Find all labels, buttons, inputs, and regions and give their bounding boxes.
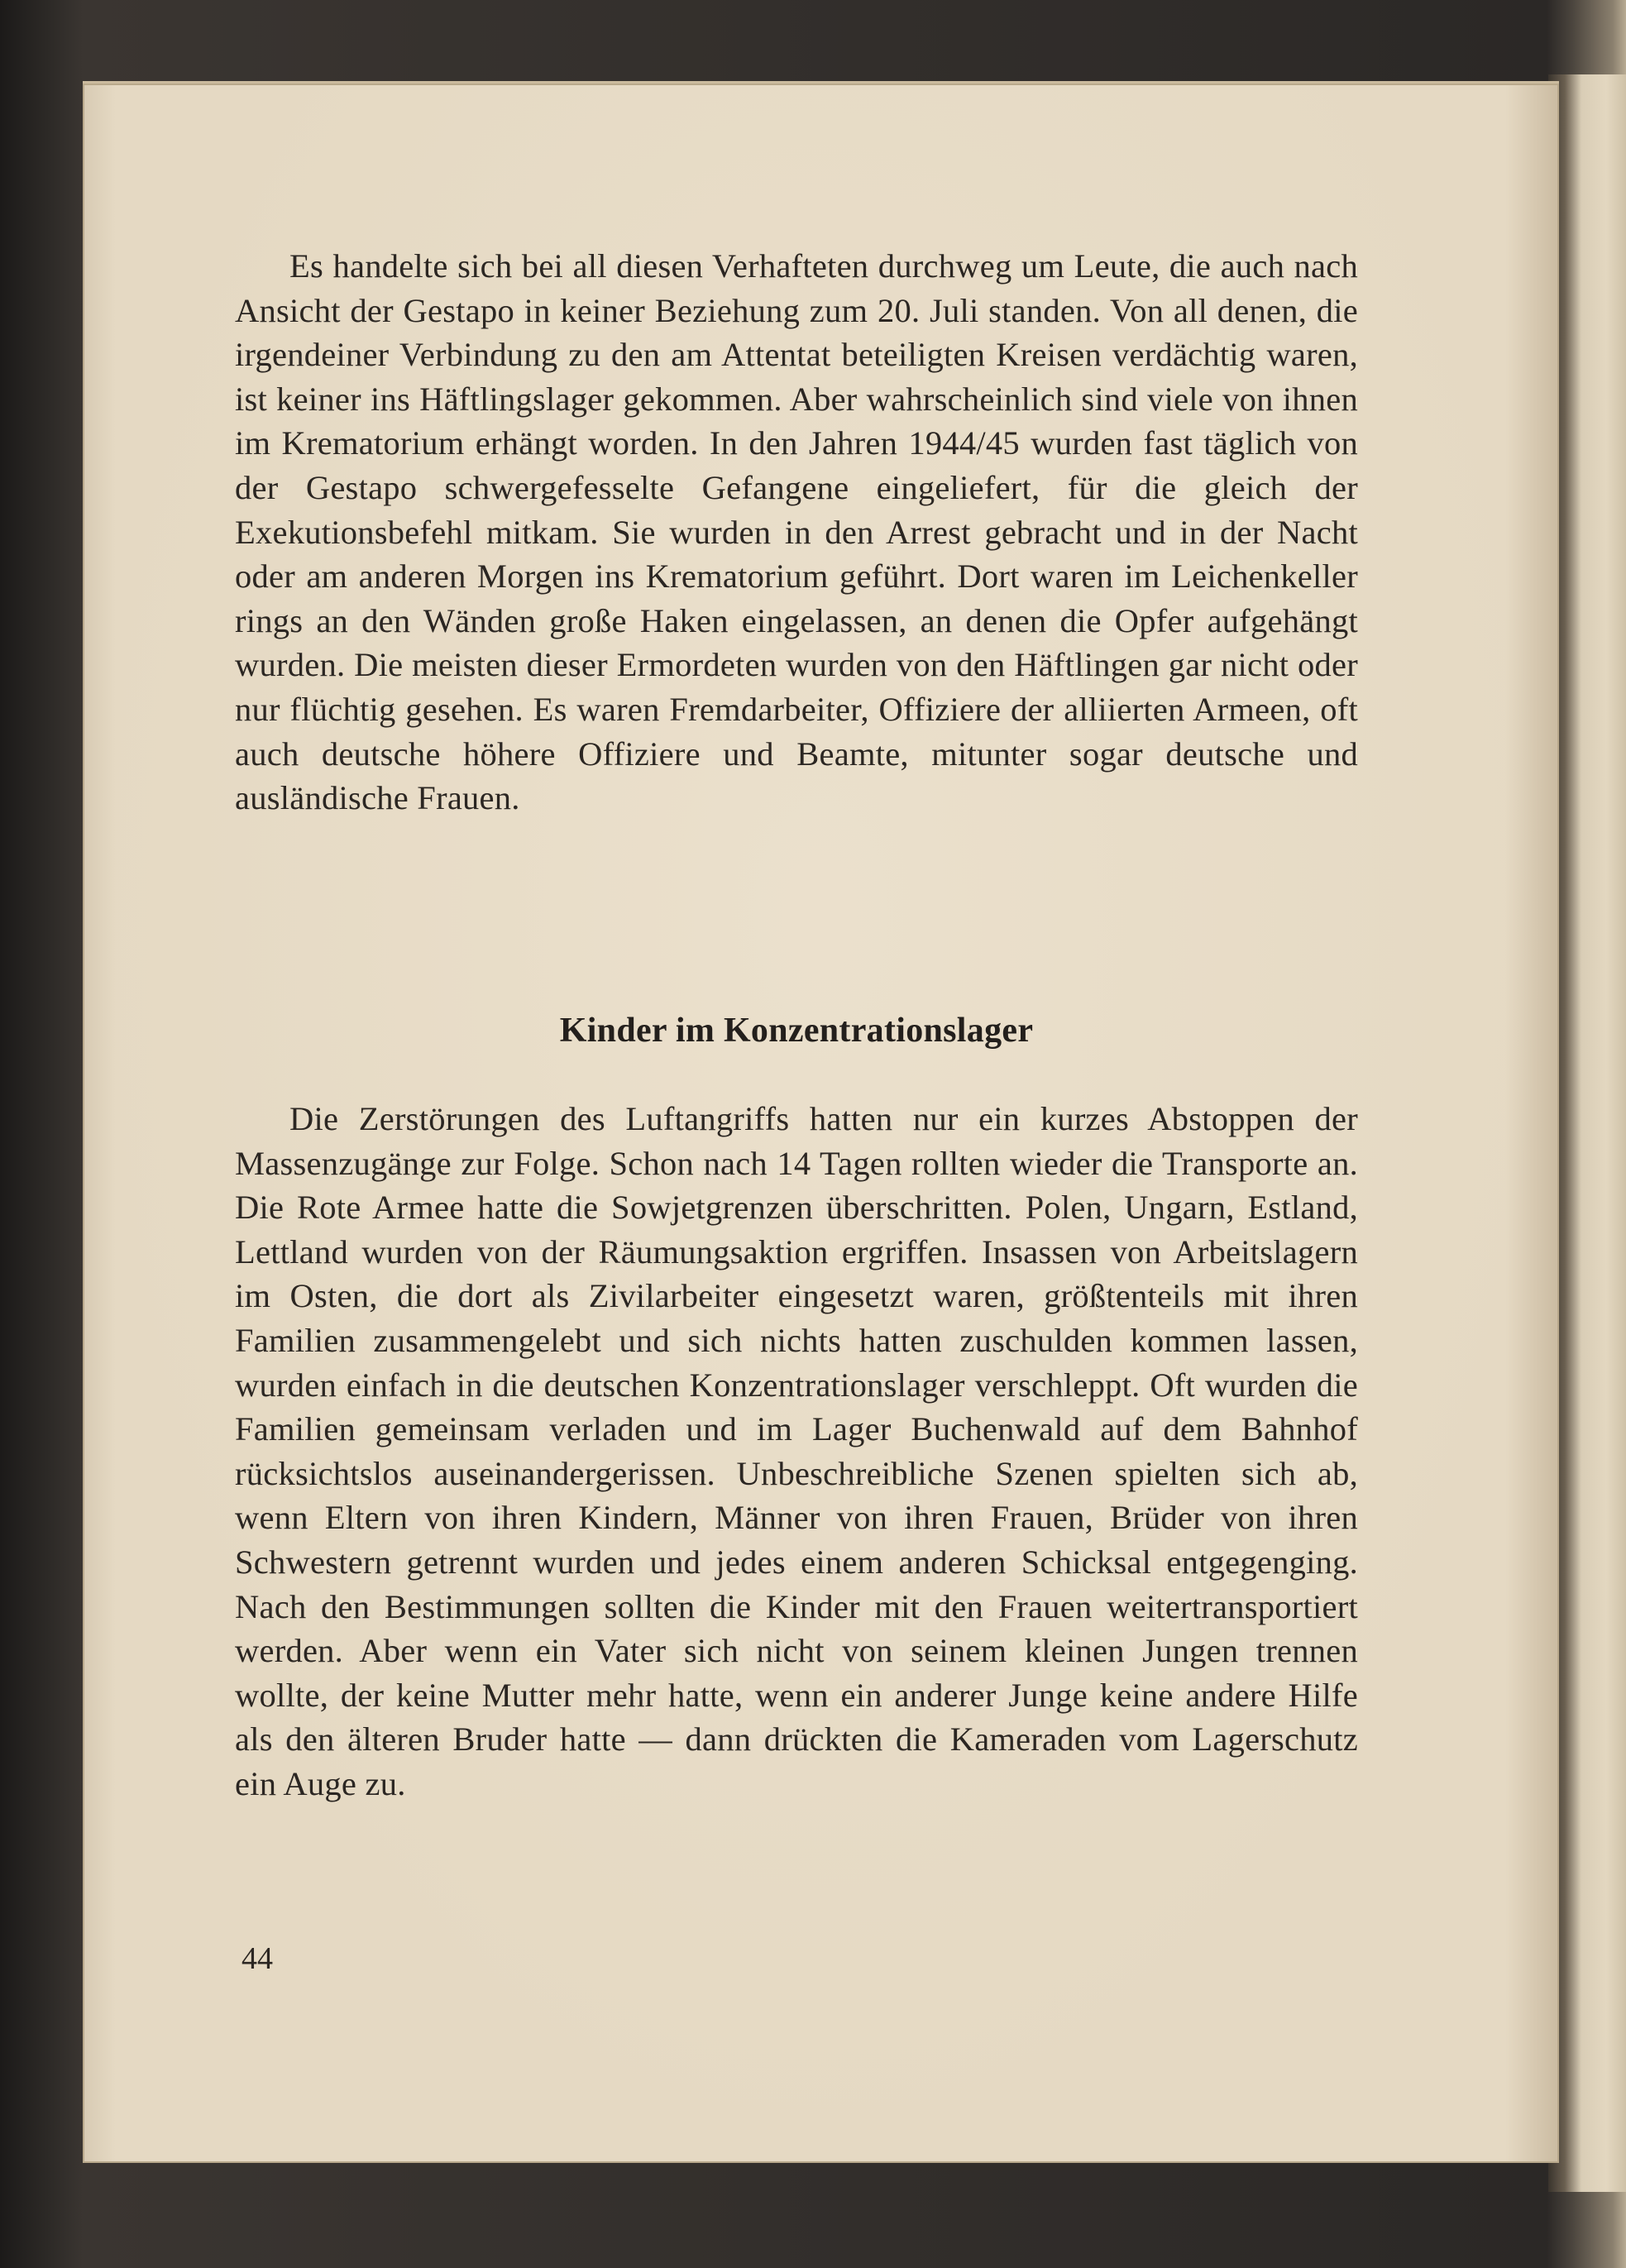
book-spine-edge [1548,74,1626,2192]
section-heading: Kinder im Konzentrationslager [559,1012,1034,1050]
paragraph-1: Es handelte sich bei all diesen Verhafteten durchweg um Leute, die auch nach Ansicht der Gestapo in keiner Beziehung zum 20. Juli standen. Von all denen, die irgendeiner Verbindung zu den am Attentat beteiligten Kreisen verdächtig waren, ist keiner ins Häftlingslager gekommen. Aber wahrscheinlich sind viele von ihnen im Krematorium erhängt worden. In den Jahren 1944/45 wurden fast täglich von der Gestapo schwergefesselte Gefangene eingeliefert, für die gleich der Exekutionsbefehl mitkam. Sie wurden in den Arrest gebracht und in der Nacht oder am anderen Morgen ins Krematorium geführt. Dort waren im Leichenkeller rings an den Wänden große Haken eingelassen, an denen die Opfer aufgehängt wurden. Die meisten dieser Ermordeten wurden von den Häftlingen gar nicht oder nur flüchtig gesehen. Es waren Fremdarbeiter, Offiziere der alliierten Armeen, oft auch deutsche höhere Offiziere und Beamte, mitunter sogar deutsche und ausländische Frauen. [235,247,1358,817]
paragraph-2: Die Zerstörungen des Luftangriffs hatten nur ein kurzes Abstoppen der Massenzugänge zur Folge. Schon nach 14 Tagen rollten wieder die Transporte an. Die Rote Armee hatte die Sowjetgrenzen überschritten. Polen, Ungarn, Estland, Lettland wurden von der Räumungsaktion ergriffen. Insassen von Arbeitslagern im Osten, die dort als Zivilarbeiter eingesetzt waren, größtenteils mit ihren Familien zusammengelebt und sich nichts hatten zuschulden kommen lassen, wurden einfach in die deutschen Konzentrationslager verschleppt. Oft wurden die Familien gemeinsam verladen und im Lager Buchenwald auf dem Bahnhof rücksichtslos auseinandergerissen. Unbeschreibliche Szenen spielten sich ab, wenn Eltern von ihren Kindern, Männer von ihren Frauen, Brüder von ihren Schwestern getrennt wurden und jedes einem anderen Schicksal entgegenging. Nach den Bestimmungen sollten die Kinder mit den Frauen weitertransportiert werden. Aber wenn ein Vater sich nicht von seinem kleinen Jungen trennen wollte, der keine Mutter mehr hatte, wenn ein anderer Junge keine andere Hilfe als den älteren Bruder hatte — dann drückten die Kameraden vom Lagerschutz ein Auge zu. [235,1100,1358,1802]
page-number: 44 [242,1941,273,1976]
